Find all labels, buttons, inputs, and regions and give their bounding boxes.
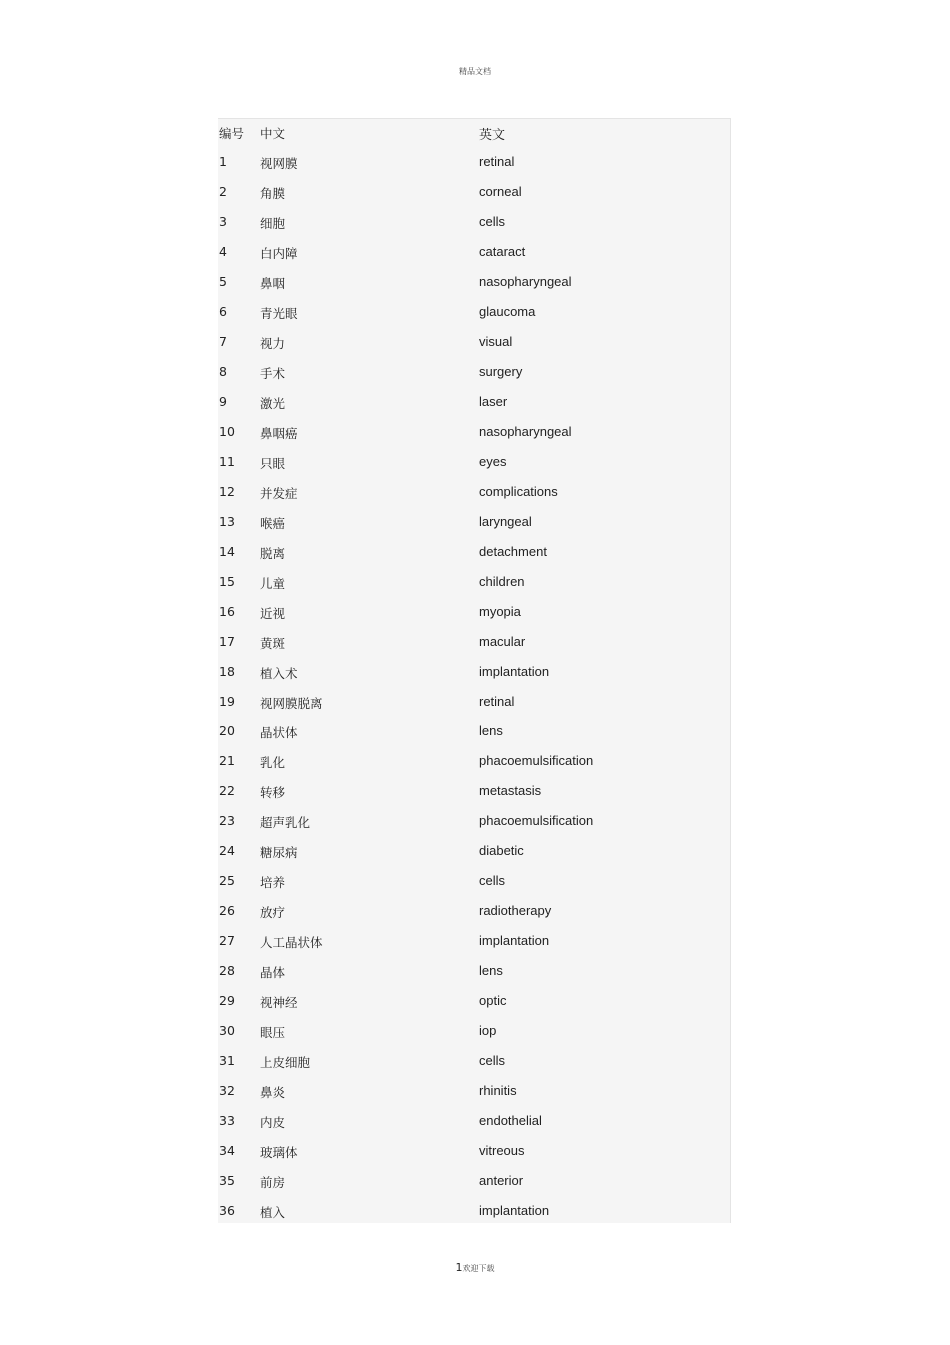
- table-row: [218, 601, 730, 623]
- cell-number: 26: [219, 903, 235, 919]
- cell-number: 6: [219, 303, 227, 319]
- cell-number: 3: [219, 213, 227, 229]
- cell-english: corneal: [479, 184, 522, 199]
- cell-number: 8: [219, 363, 227, 379]
- table-row: [218, 691, 730, 713]
- table-row: [218, 750, 730, 772]
- table-row: [218, 1140, 730, 1162]
- table-row: [218, 1200, 730, 1222]
- cell-english: visual: [479, 333, 513, 349]
- cell-number: 28: [219, 963, 235, 979]
- cell-chinese: 鼻咽癌: [260, 425, 298, 441]
- cell-chinese: 晶状体: [260, 725, 298, 741]
- cell-english: retinal: [479, 154, 515, 169]
- table-row: [218, 451, 730, 473]
- table-row: [218, 481, 730, 503]
- table-row: [218, 990, 730, 1012]
- cell-english: diabetic: [479, 843, 524, 859]
- page-footer: [0, 1261, 950, 1274]
- cell-chinese: 近视: [260, 605, 286, 621]
- cell-chinese: 植入: [260, 1205, 286, 1220]
- table-row: [218, 181, 730, 203]
- cell-chinese: 人工晶状体: [260, 935, 323, 951]
- cell-number: 34: [219, 1143, 235, 1158]
- table-row: [218, 1170, 730, 1192]
- cell-chinese: 培养: [260, 875, 286, 891]
- cell-chinese: 视力: [260, 335, 286, 351]
- cell-english: glaucoma: [479, 303, 536, 319]
- cell-english: retinal: [479, 693, 515, 709]
- cell-chinese: 黄斑: [260, 635, 286, 651]
- table-row: [218, 1110, 730, 1132]
- cell-number: 14: [219, 543, 235, 559]
- table-row: [218, 1020, 730, 1042]
- cell-chinese: 手术: [260, 365, 286, 381]
- cell-number: 11: [219, 453, 235, 469]
- cell-english: iop: [479, 1023, 497, 1039]
- table-row: [218, 571, 730, 593]
- cell-chinese: 鼻咽: [260, 275, 286, 291]
- cell-number: 25: [219, 873, 235, 889]
- footer-text: 欢迎下载: [462, 1264, 495, 1273]
- table-row: [218, 1050, 730, 1072]
- cell-english: phacoemulsification: [479, 753, 594, 769]
- cell-chinese: 乳化: [260, 755, 286, 771]
- cell-chinese: 视网膜: [260, 156, 298, 171]
- table-row: [218, 541, 730, 563]
- cell-english: detachment: [479, 543, 547, 559]
- cell-english: anterior: [479, 1173, 524, 1188]
- cell-number: 5: [219, 273, 227, 289]
- cell-chinese: 糖尿病: [260, 845, 298, 861]
- page-header: 精品文档: [459, 67, 491, 76]
- cell-number: 18: [219, 663, 235, 679]
- cell-number: 13: [219, 513, 235, 529]
- cell-chinese: 白内障: [260, 245, 298, 261]
- cell-number: 17: [219, 633, 235, 649]
- cell-english: phacoemulsification: [479, 813, 594, 829]
- cell-chinese: 前房: [260, 1175, 286, 1190]
- cell-english: cells: [479, 213, 506, 229]
- cell-chinese: 玻璃体: [260, 1145, 298, 1160]
- cell-english: complications: [479, 483, 558, 499]
- table-row: [218, 661, 730, 683]
- table-row: [218, 391, 730, 413]
- cell-number: 36: [219, 1203, 235, 1218]
- cell-english: laser: [479, 393, 508, 409]
- table-row: [218, 211, 730, 233]
- glossary-table: [218, 118, 731, 1223]
- cell-chinese: 超声乳化: [260, 815, 311, 831]
- table-row: [218, 151, 730, 173]
- table-row: [218, 780, 730, 802]
- cell-number: 21: [219, 753, 235, 769]
- cell-number: 24: [219, 843, 235, 859]
- cell-english: optic: [479, 993, 507, 1009]
- cell-english: lens: [479, 723, 503, 739]
- table-row: [218, 720, 730, 742]
- table-row: [218, 631, 730, 653]
- cell-english: cells: [479, 873, 506, 889]
- cell-english: myopia: [479, 603, 521, 619]
- cell-chinese: 上皮细胞: [260, 1055, 311, 1071]
- cell-number: 33: [219, 1113, 235, 1128]
- cell-chinese: 脱离: [260, 545, 286, 561]
- cell-number: 35: [219, 1173, 235, 1188]
- table-row: [218, 930, 730, 952]
- cell-english: cataract: [479, 243, 526, 259]
- cell-chinese: 植入术: [260, 665, 298, 681]
- column-header-english: 英文: [479, 127, 506, 142]
- cell-english: rhinitis: [479, 1083, 517, 1099]
- cell-english: implantation: [479, 1203, 550, 1218]
- cell-chinese: 视神经: [260, 995, 298, 1011]
- cell-english: eyes: [479, 453, 507, 469]
- cell-number: 19: [219, 693, 235, 709]
- cell-english: implantation: [479, 933, 550, 949]
- cell-chinese: 鼻炎: [260, 1085, 286, 1101]
- cell-chinese: 内皮: [260, 1115, 286, 1130]
- cell-chinese: 并发症: [260, 485, 298, 501]
- table-row: [218, 421, 730, 443]
- table-row: [218, 511, 730, 533]
- table-row: [218, 960, 730, 982]
- cell-english: laryngeal: [479, 513, 532, 529]
- column-header-chinese: 中文: [260, 126, 286, 141]
- cell-number: 12: [219, 483, 235, 499]
- cell-number: 2: [219, 184, 227, 199]
- cell-chinese: 激光: [260, 395, 286, 411]
- cell-number: 15: [219, 573, 235, 589]
- cell-english: metastasis: [479, 783, 542, 799]
- table-row: [218, 900, 730, 922]
- cell-chinese: 只眼: [260, 455, 286, 471]
- cell-english: implantation: [479, 663, 550, 679]
- cell-chinese: 喉癌: [260, 515, 286, 531]
- cell-english: radiotherapy: [479, 903, 552, 919]
- cell-chinese: 细胞: [260, 215, 286, 231]
- table-row: [218, 810, 730, 832]
- cell-number: 29: [219, 993, 235, 1009]
- cell-english: endothelial: [479, 1113, 542, 1128]
- cell-number: 7: [219, 333, 227, 349]
- cell-number: 23: [219, 813, 235, 829]
- cell-chinese: 角膜: [260, 186, 286, 201]
- cell-number: 31: [219, 1053, 235, 1069]
- cell-number: 1: [219, 154, 227, 169]
- cell-english: nasopharyngeal: [479, 273, 572, 289]
- cell-chinese: 转移: [260, 785, 286, 801]
- table-row: [218, 331, 730, 353]
- cell-english: macular: [479, 633, 526, 649]
- table-row: [218, 870, 730, 892]
- cell-number: 30: [219, 1023, 235, 1039]
- table-row: [218, 1080, 730, 1102]
- cell-chinese: 青光眼: [260, 305, 298, 321]
- cell-chinese: 儿童: [260, 575, 286, 591]
- cell-english: lens: [479, 963, 503, 979]
- cell-chinese: 视网膜脱离: [260, 695, 323, 711]
- cell-chinese: 放疗: [260, 905, 286, 921]
- cell-number: 20: [219, 723, 235, 739]
- page-number: 1: [455, 1261, 463, 1274]
- cell-chinese: 眼压: [260, 1025, 286, 1041]
- cell-number: 22: [219, 783, 235, 799]
- table-row: [218, 241, 730, 263]
- cell-english: vitreous: [479, 1143, 525, 1158]
- cell-english: children: [479, 573, 525, 589]
- table-row: [218, 271, 730, 293]
- cell-number: 27: [219, 933, 235, 949]
- table-row: [218, 301, 730, 323]
- table-header-row: [218, 121, 730, 143]
- cell-number: 9: [219, 393, 227, 409]
- table-row: [218, 840, 730, 862]
- cell-chinese: 晶体: [260, 965, 286, 981]
- cell-english: surgery: [479, 363, 523, 379]
- cell-english: nasopharyngeal: [479, 423, 572, 439]
- cell-number: 32: [219, 1083, 235, 1099]
- cell-number: 10: [219, 423, 235, 439]
- column-header-number: 编号: [219, 126, 245, 141]
- cell-number: 16: [219, 603, 235, 619]
- cell-number: 4: [219, 243, 227, 259]
- table-row: [218, 361, 730, 383]
- cell-english: cells: [479, 1053, 506, 1069]
